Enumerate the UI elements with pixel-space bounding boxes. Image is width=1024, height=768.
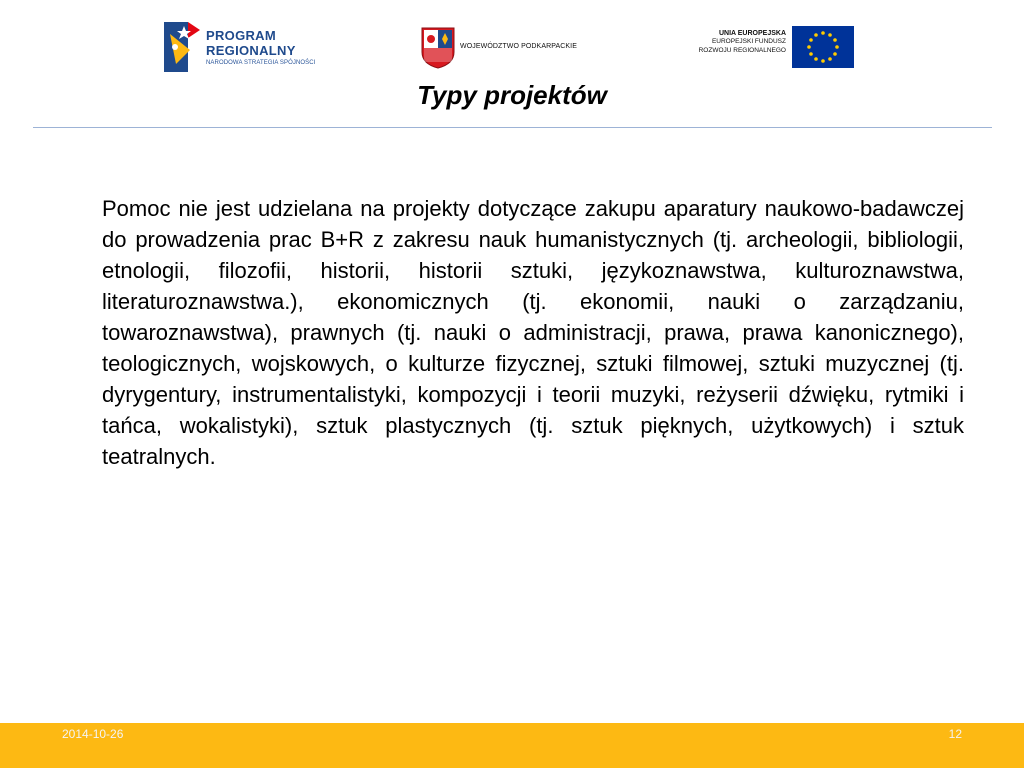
title-divider: [33, 127, 992, 128]
program-regionalny-logo: [162, 20, 342, 74]
slide-footer-bar: [0, 723, 1024, 768]
slide-title: Typy projektów: [417, 80, 607, 110]
eu-logo: [678, 26, 854, 70]
slide-body-text: Pomoc nie jest udzielana na projekty dotyczące zakupu aparatury naukowo-badawczej do prowadzenia prac B+R z zakresu nauk humanistycznych (tj. archeologii, bibliologii, etnologii, filozofii, historii, historii sztuki, językoznawstwa, kulturoznawstwa, literaturoznawstwa.), ekonomicznych (tj. ekonomii, nauki o zarządzaniu, towaroznawstwa), prawnych (tj. nauki o administracji, prawa, prawa kanonicznego), teologicznych, wojskowych, o kulturze fizycznej, sztuki filmowej, sztuki muzycznej (tj. dyrygentury, instrumentalistyki, kompozycji i teorii muzyki, reżyserii dźwięku, rytmiki i tańca, wokalistyki), sztuk plastycznych (tj. sztuk pięknych, użytkowych) i sztuk teatralnych.: [102, 196, 964, 469]
wojewodztwo-logo-text: WOJEWÓDZTWO PODKARPACKIE: [460, 43, 577, 50]
program-logo-line2: REGIONALNY: [206, 43, 296, 58]
footer-date: 2014-10-26: [62, 727, 124, 741]
footer-page-number: 12: [948, 727, 962, 741]
program-logo-line1: PROGRAM: [206, 28, 276, 43]
coat-of-arms-icon: [420, 26, 456, 70]
eu-logo-line2: EUROPEJSKI FUNDUSZ: [711, 38, 786, 45]
eu-logo-line1: UNIA EUROPEJSKA: [718, 30, 786, 37]
wojewodztwo-logo: [420, 26, 620, 70]
eu-logo-line3: ROZWOJU REGIONALNEGO: [698, 46, 786, 54]
program-logo-line3: NARODOWA STRATEGIA SPÓJNOŚCI: [206, 60, 316, 66]
program-regionalny-emblem-icon: [162, 20, 202, 74]
eu-flag-icon: [792, 26, 854, 68]
slide-header: [0, 0, 1024, 80]
